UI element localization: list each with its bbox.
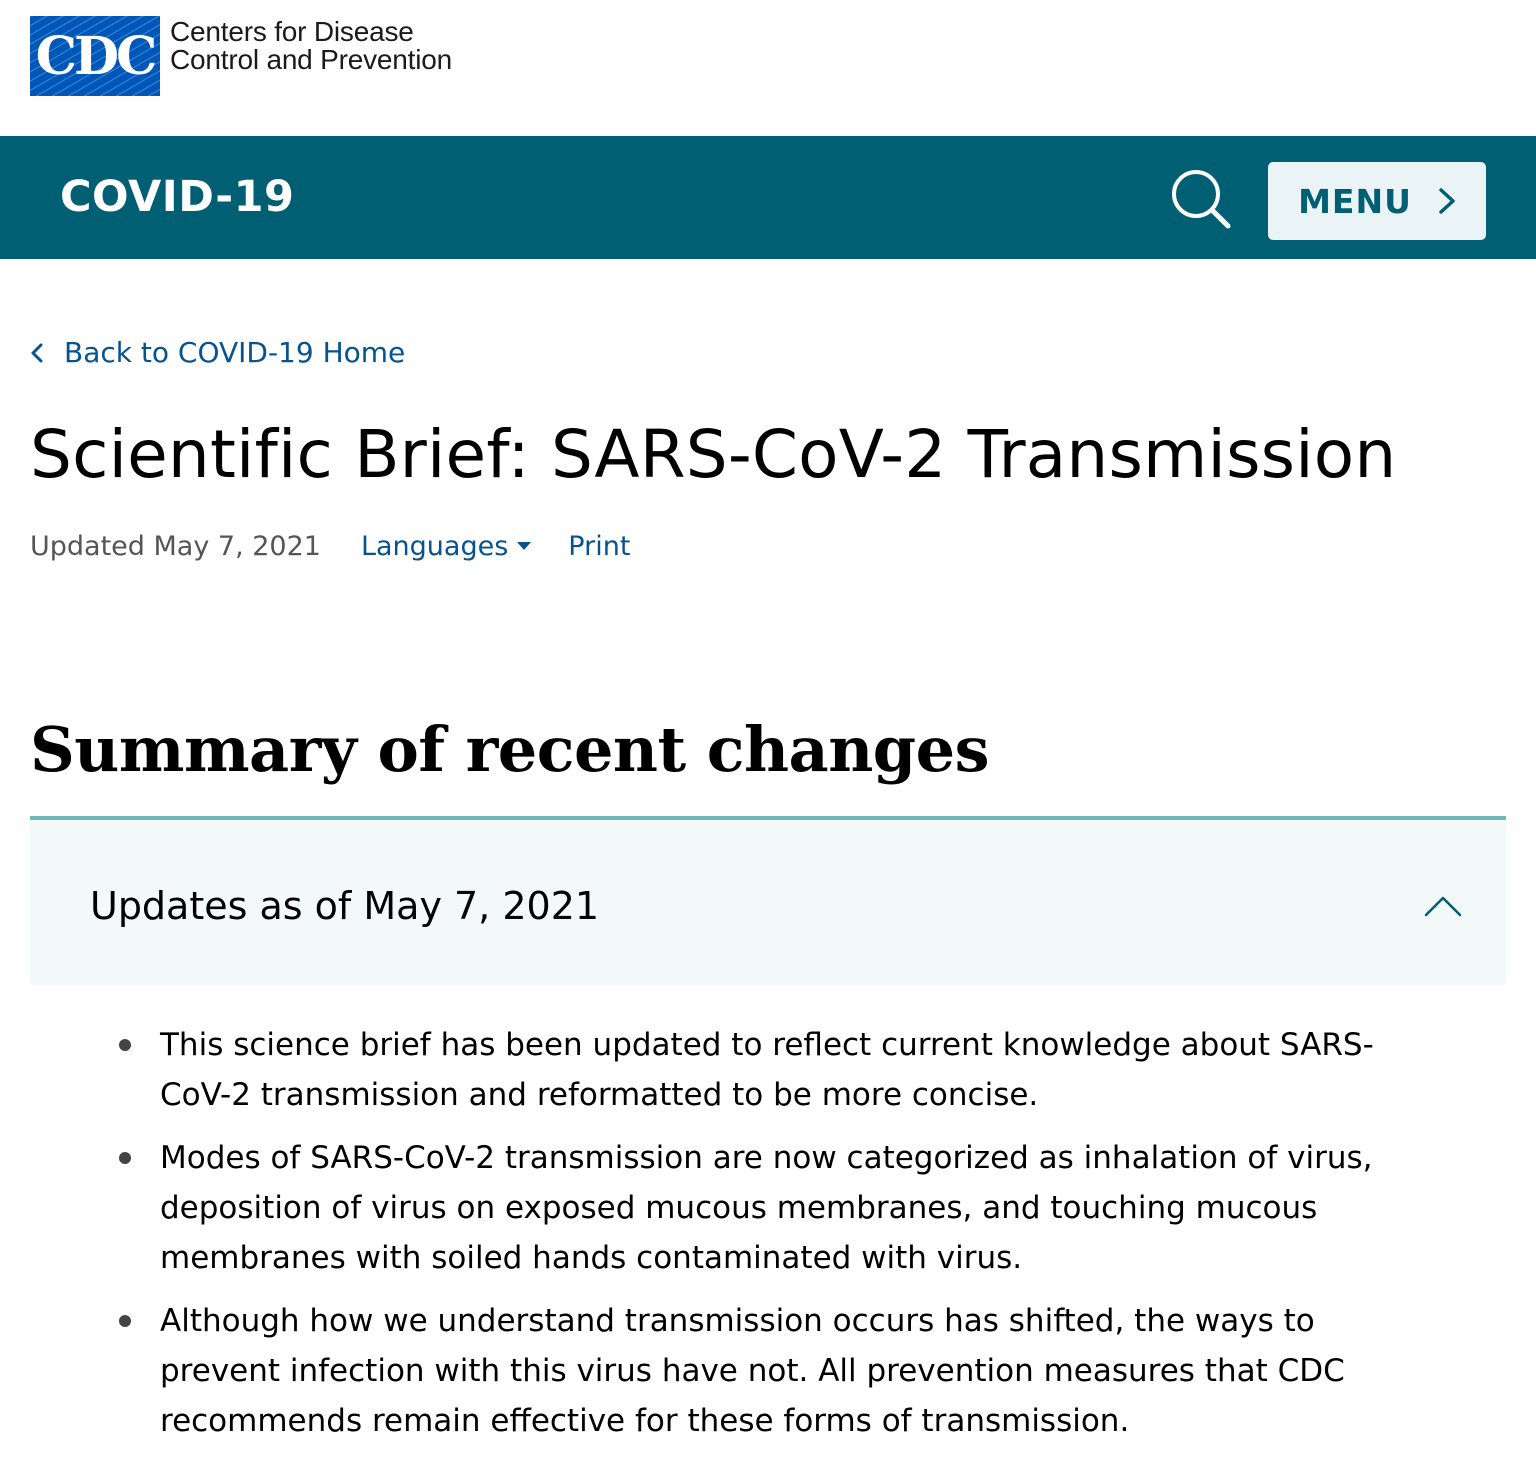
section-navbar: [0, 136, 1536, 259]
summary-heading: Summary of recent changes: [30, 713, 990, 786]
logo-line-2: Control and Prevention: [170, 44, 452, 75]
cdc-logo[interactable]: [30, 16, 452, 96]
chevron-up-icon[interactable]: [1424, 894, 1462, 918]
chevron-right-icon: [1438, 187, 1456, 215]
list-item: [112, 1296, 1402, 1446]
bullet-icon: [119, 1039, 131, 1051]
updates-accordion-header[interactable]: [30, 816, 1506, 985]
menu-button[interactable]: [1268, 162, 1486, 240]
back-link-label: Back to COVID-19 Home: [64, 336, 406, 369]
list-item-text: Modes of SARS-CoV-2 transmission are now categorized as inhalation of virus, deposition of virus on exposed mucous membranes, and touching mucous membranes with soiled hands contaminated with virus.: [160, 1140, 1373, 1276]
languages-label: Languages: [360, 530, 509, 562]
cdc-logo-text: [170, 18, 452, 74]
list-item: [112, 1020, 1402, 1120]
bullet-icon: [119, 1152, 131, 1164]
list-item-text: This science brief has been updated to reflect current knowledge about SARS-CoV-2 transmission and reformatted to be more concise.: [160, 1027, 1374, 1113]
chevron-left-icon: [30, 342, 44, 364]
print-link[interactable]: Print: [568, 530, 631, 562]
updated-date: Updated May 7, 2021: [30, 530, 321, 562]
languages-dropdown[interactable]: [361, 531, 532, 562]
site-header: [0, 0, 1536, 136]
updates-list: [112, 1020, 1402, 1459]
page-meta: [30, 526, 630, 566]
back-to-home-link[interactable]: [30, 336, 405, 369]
bullet-icon: [119, 1315, 131, 1327]
cdc-logo-mark: [30, 16, 160, 96]
logo-line-1: Centers for Disease: [170, 16, 414, 47]
search-button[interactable]: [1168, 166, 1234, 232]
menu-label: MENU: [1298, 181, 1412, 221]
cdc-logo-letters: CDC: [35, 26, 155, 87]
caret-down-icon: [516, 541, 532, 551]
accordion-title: Updates as of May 7, 2021: [90, 884, 600, 928]
search-icon: [1168, 166, 1234, 232]
page-title: Scientific Brief: SARS-CoV-2 Transmission: [30, 416, 1397, 493]
section-title-covid[interactable]: COVID-19: [60, 172, 295, 222]
list-item-text: Although how we understand transmission occurs has shifted, the ways to prevent infection with this virus have not. All prevention measures that CDC recommends remain effective for these forms of transmission.: [160, 1303, 1345, 1439]
list-item: [112, 1133, 1402, 1283]
